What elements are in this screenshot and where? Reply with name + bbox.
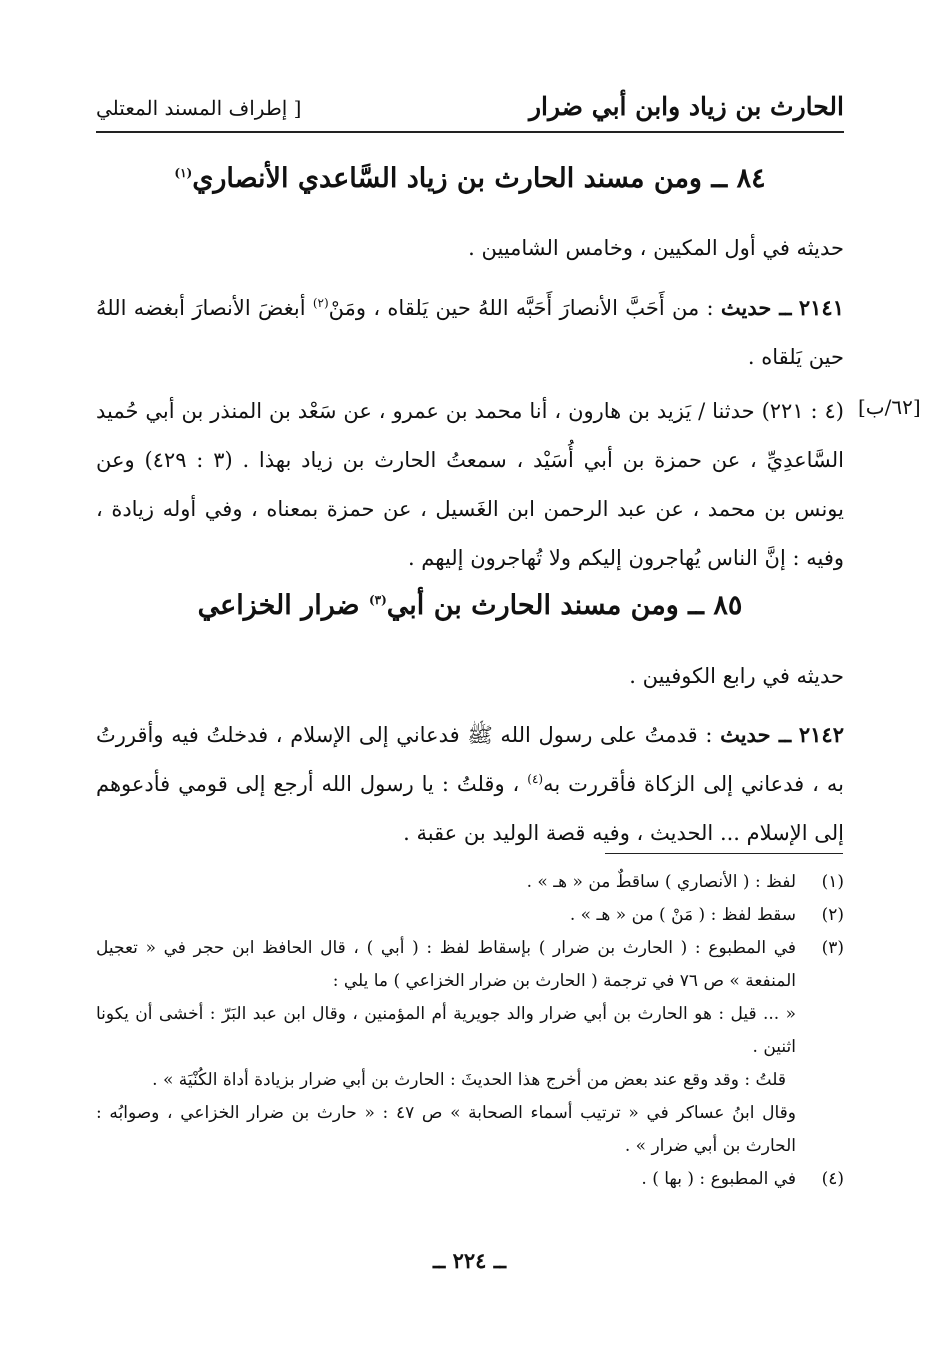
footnote-ref-3[interactable]: (٣) [368,593,387,607]
hadith-2141-text-a: : من أَحَبَّ الأنصارَ أَحَبَّه اللهُ حين يَلقاه ، ومَنْ [328,296,721,320]
footnote-quote-cont: قلتُ : وقد وقع عند بعض من أخرج هذا الحديثَ : الحارث بن أبي ضرار بزيادة أداة الكُنْيَة » . [152,1070,786,1090]
footnote-ref-1[interactable]: (١) [174,166,193,180]
hadith-2142-number: ٢١٤٢ [798,722,844,747]
header-divider [96,131,844,133]
section-title-85-text-b: ضرار الخزاعي [197,590,369,621]
section-title-84 [96,163,844,194]
footnote-2 [96,899,844,932]
header-book-title: [ إطراف المسند المعتلي [96,96,302,120]
footnote-1 [96,866,844,899]
footnote-text: في المطبوع : ( الحارث بن ضرار ) بإسقاط لفظ : ( أبي ) ، قال الحافظ ابن حجر في « تعجيل المنفعة » ص ٧٦ في ترجمة ( الحارث بن ضرار الخزاعي ) ما يلي : [96,938,796,991]
footnote-number: (٣) [821,938,844,958]
hadith-2142-text-b: ، وقلتُ : يا رسول الله أرجع إلى قومي فأدعوهم إلى الإسلام ... الحديث ، وفيه قصة الوليد بن عقبة . [96,772,844,845]
hadith-2141-number: ٢١٤١ [798,295,844,320]
section-title-84-text: ٨٤ ــ ومن مسند الحارث بن زياد السَّاعدي الأنصاري [192,163,766,194]
footnote-ref-4[interactable]: (٤) [527,772,544,786]
footnote-divider [605,853,843,854]
footnotes [96,866,844,1196]
footnote-text: سقط لفظ : ( مَنْ ) من « هـ » . [569,905,796,925]
hadith-2142-keyword: ــ حديث [720,722,792,747]
section-title-85 [96,590,844,621]
footnote-number: (٢) [821,905,844,925]
section-85-intro: حديثه في رابع الكوفيين . [629,664,844,688]
running-header [96,86,844,130]
footnote-ref-2[interactable]: (٢) [312,296,329,310]
footnote-quote: « ... قيل : هو الحارث بن أبي ضرار والد جويرية أم المؤمنين ، وقال ابن عبد البَرّ : أخشى أن يكونا اثنين . [96,1004,796,1057]
page-number: ــ ٢٢٤ ــ [432,1248,507,1273]
hadith-2142 [96,710,844,858]
footnote-4 [96,1163,844,1196]
section-title-85-text-a: ٨٥ ــ ومن مسند الحارث بن أبي [386,590,743,621]
margin-manuscript-ref: [٦٢/ب] [858,395,921,419]
footnote-text-cont: وقال ابنُ عساكر في « ترتيب أسماء الصحابة » ص ٤٧ : « حارث بن ضرار الخزاعي ، وصوابُه : الحارث بن أبي ضرار » . [96,1103,796,1156]
hadith-2141-text-b: أبغضَ الأنصارَ أبغضه اللهُ حين يَلقاه . [96,296,844,369]
footnote-3 [96,932,844,1163]
footnote-text: في المطبوع : ( بها ) . [641,1169,796,1189]
hadith-2141-keyword: ــ حديث [720,295,792,320]
section-84-intro: حديثه في أول المكيين ، وخامس الشاميين . [468,236,844,260]
hadith-2141 [96,283,844,382]
header-title: الحارث بن زياد وابن أبي ضرار [528,92,844,121]
footnote-number: (١) [821,872,844,892]
hadith-2141-isnad: (٤ : ٢٢١) حدثنا / يَزيد بن هارون ، أنا محمد بن عمرو ، عن سَعْد بن المنذر بن أبي حُميد السَّاعدِيِّ ، عن حمزة بن أبي أُسَيْد ، سمعتُ الحارث بن زياد بهذا . (٣ : ٤٢٩) وعن يونس بن محمد ، عن عبد الرحمن ابن الغَسيل ، عن حمزة بمعناه ، وفي أوله زيادة ، وفيه : إنَّ الناس يُهاجرون إليكم ولا تُهاجرون إليهم . [96,399,844,570]
footnote-number: (٤) [821,1169,844,1189]
footnote-text: لفظ : ( الأنصاري ) ساقطٌ من « هـ » . [526,872,796,892]
hadith-2142-text-a: : قدمتُ على رسول الله ﷺ فدعاني إلى الإسلام ، فدخلتُ فيه وأقررتُ به ، فدعاني إلى الزكاة فأقررت به [96,723,844,796]
